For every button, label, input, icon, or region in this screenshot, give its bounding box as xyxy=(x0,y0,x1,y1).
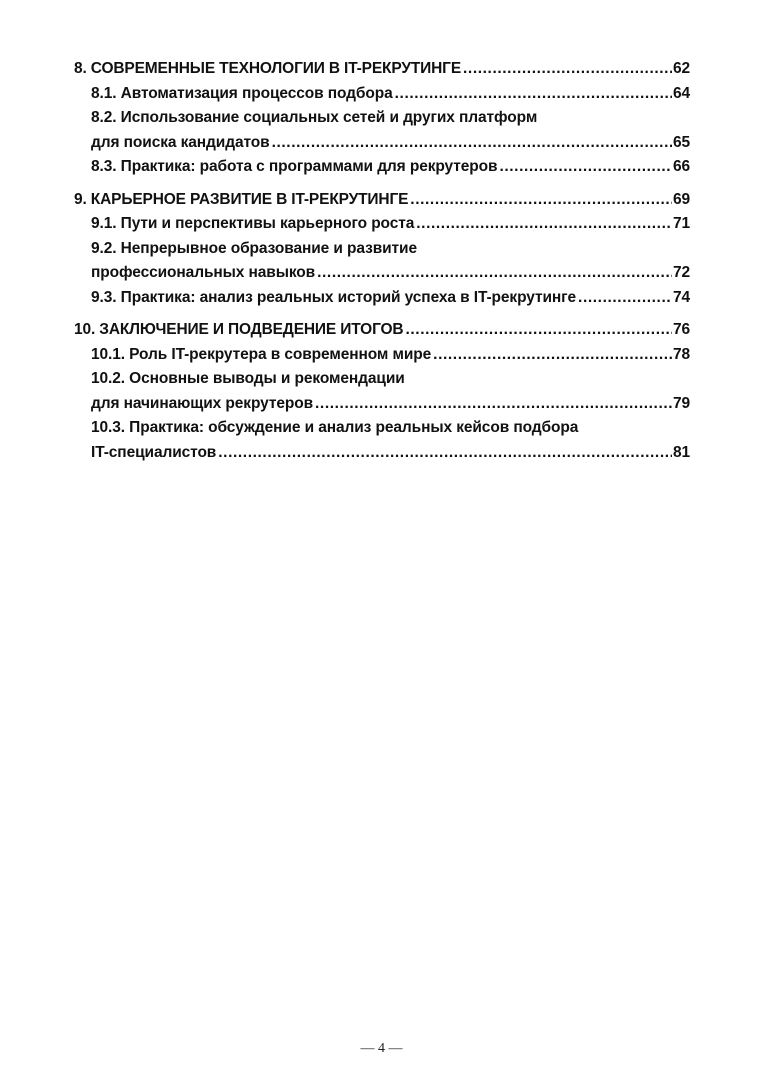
table-of-contents xyxy=(74,57,690,473)
toc-item-line xyxy=(74,416,690,441)
toc-leader-dots xyxy=(272,131,672,156)
toc-leader-dots xyxy=(395,82,672,107)
toc-page-number: 64 xyxy=(672,84,690,102)
toc-leader-dots xyxy=(416,212,672,237)
toc-leader-dots xyxy=(405,318,672,343)
toc-item-title: 9.2. Непрерывное образование и развитие xyxy=(91,239,417,257)
toc-item-title: 10.1. Роль IT-рекрутера в современном мире xyxy=(91,345,432,363)
toc-item-8-1[interactable] xyxy=(74,82,690,107)
toc-leader-dots xyxy=(499,155,672,180)
toc-item-title: 9.1. Пути и перспективы карьерного роста xyxy=(91,215,415,232)
toc-chapter-title: 8. СОВРЕМЕННЫЕ ТЕХНОЛОГИИ В IT-РЕКРУТИНГЕ xyxy=(74,60,462,77)
toc-item-9-2[interactable] xyxy=(74,237,690,286)
toc-leader-dots xyxy=(463,57,672,82)
toc-leader-dots xyxy=(218,441,672,466)
toc-chapter-title: 10. ЗАКЛЮЧЕНИЕ И ПОДВЕДЕНИЕ ИТОГОВ xyxy=(74,321,404,338)
toc-item-title: 9.3. Практика: анализ реальных историй успеха в IT-рекрутинге xyxy=(91,288,577,306)
toc-item-8-3[interactable] xyxy=(74,155,690,180)
toc-leader-dots xyxy=(317,261,672,286)
toc-item-line xyxy=(74,367,690,392)
toc-item-line xyxy=(74,131,690,156)
toc-section-9 xyxy=(74,188,690,311)
toc-item-8-2[interactable] xyxy=(74,106,690,155)
toc-leader-dots xyxy=(410,188,672,213)
toc-page-number: 81 xyxy=(672,443,690,461)
toc-leader-dots xyxy=(578,286,672,311)
toc-item-title-continued: IT-специалистов xyxy=(91,443,217,461)
toc-item-line xyxy=(74,441,690,466)
toc-chapter-9[interactable] xyxy=(74,188,690,213)
toc-section-8 xyxy=(74,57,690,180)
toc-page-number: 76 xyxy=(673,321,690,338)
toc-item-line xyxy=(74,106,690,131)
toc-page-number: 72 xyxy=(672,264,690,281)
toc-page-number: 79 xyxy=(672,394,690,412)
toc-item-line xyxy=(74,237,690,262)
page-number-footer: — 4 — xyxy=(360,1041,403,1056)
toc-chapter-title: 9. КАРЬЕРНОЕ РАЗВИТИЕ В IT-РЕКРУТИНГЕ xyxy=(74,190,409,208)
toc-item-9-3[interactable] xyxy=(74,286,690,311)
toc-item-title-continued: для поиска кандидатов xyxy=(91,133,270,151)
toc-item-9-1[interactable] xyxy=(74,212,690,237)
toc-chapter-10[interactable] xyxy=(74,318,690,343)
toc-page-number: 66 xyxy=(672,158,690,175)
toc-item-title: 10.3. Практика: обсуждение и анализ реальных кейсов подбора xyxy=(91,419,579,436)
toc-page-number: 74 xyxy=(672,288,690,306)
toc-item-title: 10.2. Основные выводы и рекомендации xyxy=(91,370,405,387)
toc-item-title: 8.3. Практика: работа с программами для рекрутеров xyxy=(91,158,498,175)
toc-item-title-continued: профессиональных навыков xyxy=(91,264,316,281)
toc-item-line xyxy=(74,392,690,417)
toc-leader-dots xyxy=(315,392,672,417)
toc-page-number: 65 xyxy=(672,133,690,151)
toc-item-title-continued: для начинающих рекрутеров xyxy=(91,394,314,412)
toc-page-number: 69 xyxy=(673,190,690,208)
toc-item-10-1[interactable] xyxy=(74,343,690,368)
toc-page-number: 71 xyxy=(672,215,690,232)
toc-item-title: 8.1. Автоматизация процессов подбора xyxy=(91,84,393,102)
toc-page-number: 62 xyxy=(673,60,690,77)
toc-item-title: 8.2. Использование социальных сетей и других платформ xyxy=(91,109,538,126)
toc-item-line xyxy=(74,261,690,286)
toc-chapter-8[interactable] xyxy=(74,57,690,82)
toc-item-10-3[interactable] xyxy=(74,416,690,465)
toc-leader-dots xyxy=(433,343,672,368)
toc-item-10-2[interactable] xyxy=(74,367,690,416)
toc-section-10 xyxy=(74,318,690,465)
toc-page-number: 78 xyxy=(672,345,690,363)
